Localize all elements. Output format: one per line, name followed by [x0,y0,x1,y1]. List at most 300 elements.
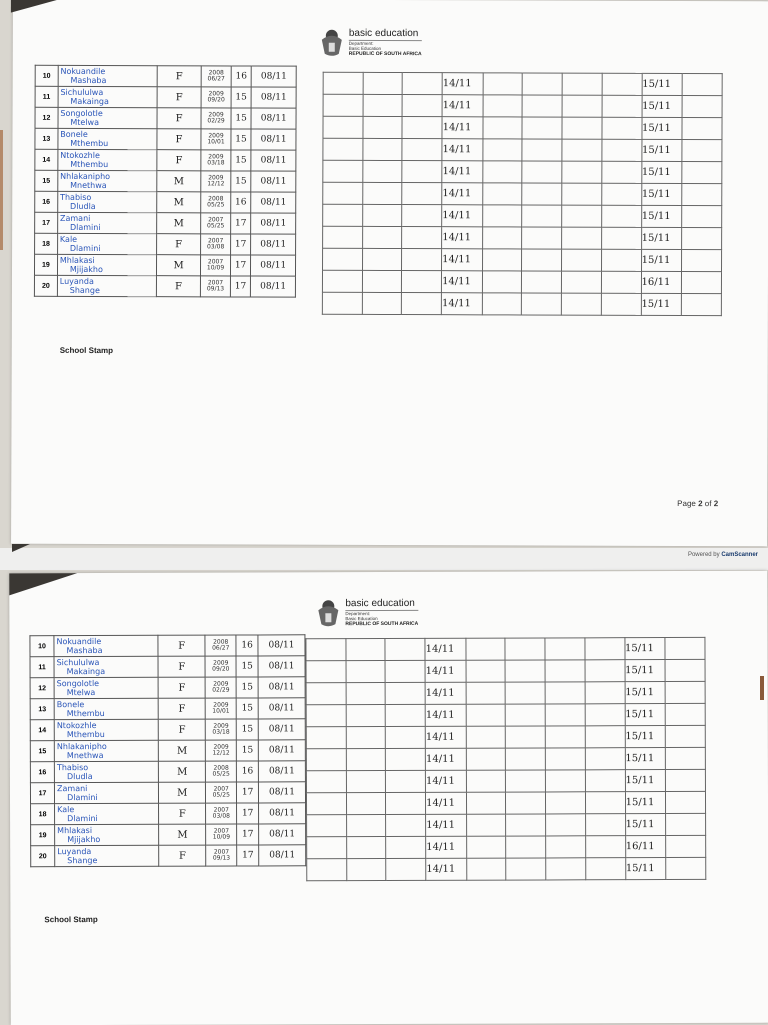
register-date: 08/11 [251,87,296,108]
dob-month-day: 05/25 [212,770,230,778]
table-row [30,761,305,783]
attendance-cell [586,858,626,880]
attendance-cell [546,770,586,792]
attendance-grid [305,637,706,881]
attendance-cell [585,770,625,792]
attendance-cell [682,118,722,140]
basic-education-logo [315,598,418,628]
learner-number: 15 [30,741,54,762]
learner-first-name: Nhlakanipho [60,171,111,182]
attendance-cell [482,271,522,293]
attendance-cell [402,183,442,205]
attendance-cell [682,140,722,162]
attendance-cell [402,249,442,271]
attendance-cell [386,748,426,770]
attendance-cell [466,770,506,792]
learner-name [58,86,157,107]
attendance-cell [562,117,602,139]
attendance-cell [306,683,346,705]
attendance-date-cell: 14/11 [442,227,483,249]
attendance-date-cell: 14/11 [442,249,483,271]
table-row [31,845,306,867]
attendance-date-cell: 15/11 [641,249,682,271]
coat-of-arms-icon [319,28,345,58]
attendance-cell [386,858,426,880]
attendance-cell [307,837,347,859]
learner-number: 12 [35,107,58,128]
register-date: 08/11 [258,677,305,698]
dob-year: 2009 [213,722,229,730]
attendance-cell [585,704,625,726]
dob-month-day: 10/01 [212,707,230,715]
dob-month-day: 03/18 [212,728,230,736]
attendance-cell [585,814,625,836]
table-row [323,94,722,117]
attendance-cell [522,227,562,249]
learner-sex: F [158,635,205,656]
attendance-date-cell: 14/11 [442,205,483,227]
learner-surname: Mthembu [66,708,105,719]
learner-sex: M [156,213,201,234]
table-row [35,233,296,255]
table-row [30,698,305,720]
attendance-cell [466,638,506,660]
register-date: 08/11 [251,255,296,276]
attendance-cell [402,161,442,183]
dob-month-day: 10/09 [212,833,231,841]
attendance-date-cell: 14/11 [425,638,466,660]
learner-first-name: Songolotle [56,679,100,689]
attendance-cell [562,249,602,271]
learner-surname: Dlamini [69,222,101,232]
learner-number: 16 [35,191,58,212]
learner-surname: Dlamini [69,243,101,253]
learner-first-name: Songolotle [60,108,103,118]
learner-number: 11 [35,86,58,107]
attendance-cell [402,95,442,117]
learner-sex: F [157,129,202,150]
attendance-date-cell: 16/11 [641,271,682,293]
attendance-date-cell: 16/11 [625,836,666,858]
learner-dob [201,213,230,234]
page-current: 2 [698,499,703,509]
table-row [323,182,722,205]
attendance-cell [363,94,403,116]
table-row [35,65,296,87]
register-date: 08/11 [251,171,296,192]
table-row [323,160,722,183]
attendance-cell [402,205,442,227]
learner-number: 13 [35,128,58,149]
attendance-cell [522,249,562,271]
table-row [306,791,705,814]
learner-surname: Makainga [70,96,109,107]
dob-month-day: 09/20 [212,665,230,673]
attendance-cell [522,161,562,183]
attendance-cell [602,73,642,95]
attendance-cell [402,271,442,293]
attendance-cell [403,73,443,95]
learner-number: 10 [35,65,58,86]
learner-first-name: Nokuandile [56,637,102,647]
register-date: 08/11 [259,845,306,866]
learner-age: 15 [231,87,252,108]
attendance-cell [522,205,562,227]
learner-number: 18 [35,233,58,254]
attendance-cell [346,749,386,771]
attendance-date-cell: 15/11 [641,161,682,183]
attendance-cell [522,139,562,161]
attendance-cell [682,272,722,294]
learner-dob [206,719,237,740]
learner-age: 16 [230,192,251,213]
learner-name [57,275,156,296]
learner-age: 15 [236,677,258,698]
page-of: of [704,499,712,509]
dob-year: 2007 [207,237,224,245]
attendance-cell [483,139,523,161]
register-date: 08/11 [251,129,296,150]
attendance-cell [466,748,506,770]
attendance-cell [562,293,602,315]
dob-year: 2007 [213,785,229,793]
attendance-cell [545,638,585,660]
attendance-cell [522,183,562,205]
attendance-cell [522,117,562,139]
attendance-cell [482,227,522,249]
attendance-cell [585,660,625,682]
attendance-cell [466,792,506,814]
learner-surname: Mthembu [70,159,109,170]
learner-surname: Mthembu [66,729,105,740]
learner-number: 17 [35,212,58,233]
attendance-date-cell: 14/11 [442,73,483,95]
learner-sex: M [156,192,201,213]
attendance-cell [601,271,641,293]
learner-name [58,107,157,128]
dob-year: 2009 [213,680,229,688]
table-row [30,677,305,699]
register-date: 08/11 [251,192,296,213]
attendance-cell [362,248,402,270]
learner-age: 17 [230,276,251,297]
learner-surname: Dlamini [67,793,98,803]
table-row [35,191,296,213]
dob-year: 2008 [213,764,229,772]
attendance-cell [323,226,363,248]
learner-dob [205,677,236,698]
register-date: 08/11 [258,782,305,803]
attendance-cell [346,639,386,661]
learner-sex: F [158,656,205,677]
attendance-cell [306,793,346,815]
attendance-cell [546,836,586,858]
attendance-cell [506,770,546,792]
table-row [30,635,305,657]
attendance-date-cell: 15/11 [642,73,683,95]
register-date: 08/11 [258,719,305,740]
attendance-cell [545,726,585,748]
learner-dob [205,698,236,719]
table-row [323,72,722,95]
dob-month-day: 02/29 [207,117,225,125]
learner-number: 15 [35,170,58,191]
attendance-date-cell: 15/11 [642,95,683,117]
learner-dob [201,129,230,150]
attendance-cell [585,638,625,660]
attendance-cell [506,748,546,770]
learner-surname: Dludla [66,772,93,782]
attendance-cell [505,638,545,660]
page-fold-corner [9,573,77,595]
attendance-cell [346,837,386,859]
learner-first-name: Thabiso [60,192,92,202]
dob-year: 2009 [213,701,229,709]
attendance-cell [483,73,523,95]
learner-name [58,149,157,170]
attendance-cell [522,271,562,293]
powered-by-label: Powered by [687,552,720,558]
dob-year: 2009 [208,111,224,119]
attendance-cell [506,726,546,748]
attendance-cell [682,96,722,118]
attendance-cell [323,116,363,138]
dob-month-day: 09/20 [207,96,225,104]
learner-dob [201,108,230,129]
learner-number: 13 [30,699,54,720]
learner-name [54,719,158,740]
dept-line-2: Basic Education [345,616,378,622]
attendance-cell [506,792,546,814]
learner-age: 17 [237,782,259,803]
learner-name [57,212,156,233]
camscanner-credit [688,552,758,558]
attendance-cell [506,704,546,726]
dob-year: 2009 [213,743,229,751]
attendance-cell [666,813,706,835]
attendance-cell [665,659,705,681]
learner-surname: Mtelwa [66,688,96,698]
coat-of-arms-icon [315,598,341,628]
attendance-date-cell: 15/11 [641,139,682,161]
attendance-date-cell: 14/11 [425,726,466,748]
learner-dob [206,803,237,824]
page-prefix: Page [677,499,696,509]
attendance-cell [522,293,562,315]
attendance-cell [601,249,641,271]
attendance-cell [346,727,386,749]
attendance-cell [682,184,722,206]
dob-month-day: 06/27 [212,644,230,652]
register-date: 08/11 [251,276,296,297]
page-number [677,499,718,508]
table-row [306,703,705,726]
attendance-cell [402,139,442,161]
learner-age: 15 [236,698,258,719]
learner-number: 12 [30,678,54,699]
attendance-cell [385,660,425,682]
logo-title: basic education [345,598,418,611]
attendance-date-cell: 14/11 [426,770,467,792]
attendance-cell [682,294,722,316]
learner-surname: Mashaba [66,645,103,656]
attendance-date-cell: 15/11 [625,792,666,814]
learner-age: 17 [230,213,251,234]
dob-month-day: 12/12 [207,180,225,188]
learner-number: 19 [31,825,55,846]
table-row [35,86,296,108]
attendance-cell [346,683,386,705]
page-total: 2 [713,499,719,509]
attendance-cell [545,704,585,726]
dob-month-day: 09/13 [206,285,225,293]
table-row [306,659,705,682]
attendance-cell [602,117,642,139]
learner-first-name: Luyanda [59,276,94,286]
attendance-cell [682,250,722,272]
scanned-page-1 [11,0,768,546]
attendance-cell [602,205,642,227]
dob-year: 2008 [208,195,224,203]
attendance-cell [306,771,346,793]
dept-line-2: Basic Education [348,45,382,51]
register-date: 08/11 [251,150,296,171]
attendance-cell [483,95,523,117]
camscanner-label: CamScanner [721,552,758,558]
dob-month-day: 03/08 [212,812,230,820]
attendance-cell [402,117,442,139]
attendance-cell [322,292,362,314]
attendance-date-cell: 14/11 [442,95,483,117]
attendance-cell [665,637,705,659]
scan-edge-mark [0,130,3,250]
learner-name [55,803,159,824]
learner-sex: F [156,276,201,297]
learner-dob [206,845,237,866]
attendance-cell [665,725,705,747]
dob-month-day: 03/08 [206,243,225,251]
learner-sex: F [158,677,205,698]
learner-number: 19 [34,254,57,275]
learner-name [54,740,158,761]
attendance-cell [562,139,602,161]
learner-age: 17 [237,803,259,824]
table-row [322,292,721,315]
attendance-date-cell: 14/11 [426,836,467,858]
table-row [31,824,306,846]
attendance-cell [385,638,425,660]
attendance-cell [585,836,625,858]
attendance-cell [666,747,706,769]
learner-number: 11 [30,657,54,678]
learner-first-name: Sichululwa [56,658,100,668]
attendance-cell [346,859,386,881]
learner-name [58,191,157,212]
attendance-cell [602,95,642,117]
learner-first-name: Thabiso [56,763,89,773]
learner-age: 15 [231,108,252,129]
dob-month-day: 02/29 [212,686,230,694]
learner-dob [201,192,230,213]
attendance-cell [363,72,403,94]
learner-sex: M [159,782,206,803]
attendance-cell [386,836,426,858]
learner-first-name: Nhlakanipho [56,741,107,752]
learner-dob [206,824,237,845]
table-row [35,128,296,150]
attendance-cell [562,73,602,95]
learner-sex: M [159,740,206,761]
attendance-cell [682,162,722,184]
attendance-cell [306,705,346,727]
attendance-cell [306,661,346,683]
learner-first-name: Mhlakasi [59,255,95,265]
attendance-cell [466,858,506,880]
learner-surname: Mtelwa [70,117,100,127]
attendance-cell [466,704,506,726]
learner-first-name: Bonele [60,129,88,139]
learner-first-name: Ntokozhle [56,721,97,731]
dob-month-day: 10/09 [206,264,225,272]
dept-line-3: REPUBLIC OF SOUTH AFRICA [345,620,419,628]
attendance-cell [362,204,402,226]
learner-sex: M [159,761,206,782]
learner-name [54,761,158,782]
register-date: 08/11 [251,234,296,255]
dob-month-day: 09/13 [212,854,231,862]
learner-name [55,824,159,845]
learner-name [58,128,157,149]
attendance-date-cell: 14/11 [425,660,466,682]
table-row [30,740,305,762]
table-row [322,270,721,293]
learner-name [58,170,157,191]
attendance-cell [402,293,442,315]
table-row [30,782,305,804]
table-row [323,248,722,271]
table-row [35,212,296,234]
learner-age: 16 [237,761,259,782]
table-row [307,813,706,836]
learner-dob [201,234,230,255]
attendance-cell [505,660,545,682]
attendance-cell [545,682,585,704]
attendance-date-cell: 15/11 [641,183,682,205]
learner-first-name: Zamani [57,784,88,794]
attendance-cell [682,228,722,250]
table-row [323,204,722,227]
register-date: 08/11 [258,656,305,677]
learner-surname: Mnethwa [66,750,104,761]
page-fold-corner [11,0,61,13]
learner-dob [206,761,237,782]
learner-name [57,254,156,275]
attendance-cell [323,94,363,116]
register-date: 08/11 [258,635,305,656]
learner-dob [201,255,230,276]
attendance-cell [506,682,546,704]
attendance-date-cell: 14/11 [426,858,467,880]
learner-name [55,845,159,866]
learner-surname: Mashaba [70,75,107,86]
learner-dob [201,87,230,108]
table-row [35,107,296,129]
learner-surname: Mjijakho [67,835,101,845]
attendance-cell [666,769,706,791]
learner-sex: F [157,108,202,129]
attendance-cell [386,792,426,814]
learner-age: 15 [236,719,258,740]
